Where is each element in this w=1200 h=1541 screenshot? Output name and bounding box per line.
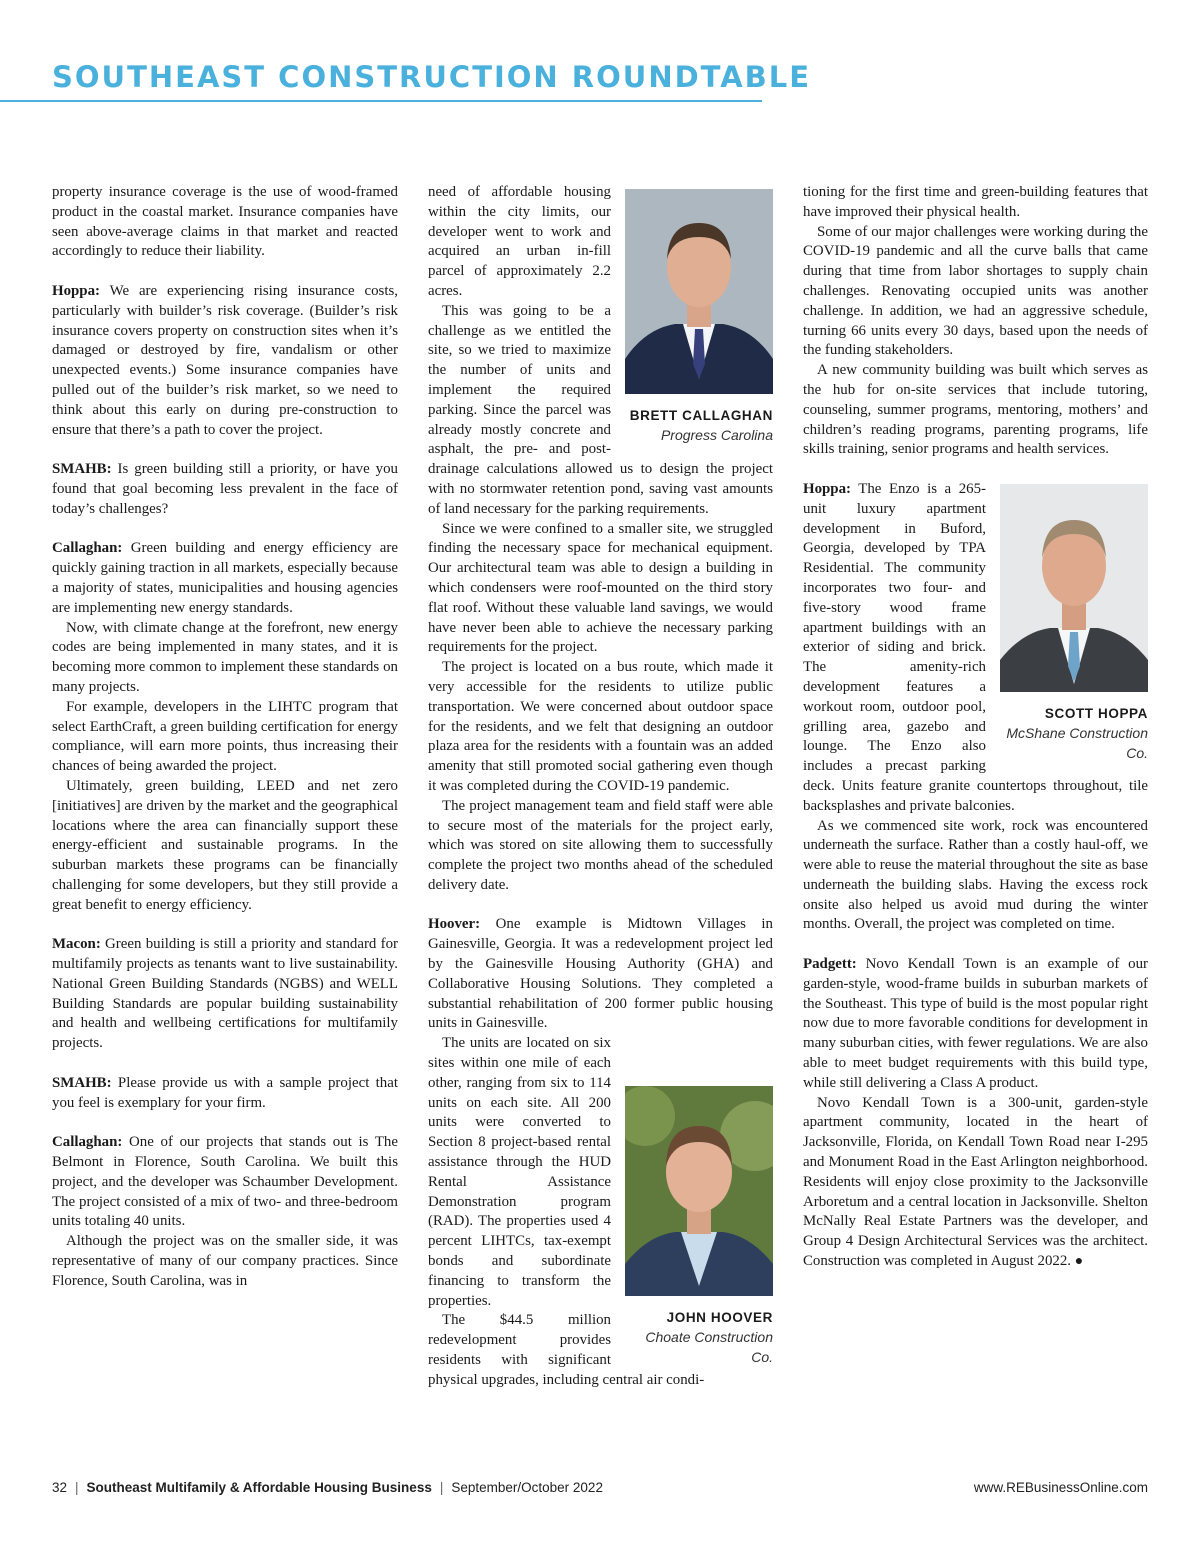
page-footer [52, 1480, 1148, 1502]
paragraph: property insurance coverage is the use of wood-framed product in the coastal market. Insurance companies have seen above-average claims in that market and reacted accordingly to reduce their liability. [52, 184, 398, 260]
paragraph-text: Please provide us with a sample project that you feel is exemplary for your firm. [52, 1074, 398, 1111]
footer-left [52, 1480, 603, 1495]
section-title: SOUTHEAST CONSTRUCTION ROUNDTABLE [52, 60, 812, 94]
speaker-label: Callaghan: [52, 1134, 123, 1151]
paragraph: The project is located on a bus route, which made it very accessible for the residents to utilize public transportation. We were concerned about outdoor space for the residents, and we felt that designing an outdoor plaza area for the residents with a fountain was an added amenity that still promoted social gathering even though it was completed during the COVID-19 pandemic. [428, 659, 773, 794]
speaker-label: Padgett: [803, 956, 857, 973]
paragraph: tioning for the first time and green-building features that have improved their physical health. [803, 184, 1148, 220]
paragraph [52, 1133, 398, 1232]
speaker-label: SMAHB: [52, 461, 112, 478]
paragraph: This was going to be a challenge as we entitled the site, so we tried to maximize the number of units and implement the required parking. Since the parcel was already mostly concrete and asphalt, the pre- and post-drainage calculations allowed us to design the project with no stormwater retention pond, saving vast amounts of land necessary for the parking requirements. [428, 302, 773, 517]
paragraph-text: Is green building still a priority, or have you found that goal becoming less prevalent in the face of today’s challenges? [52, 461, 398, 517]
headshot-hoppa [1000, 484, 1148, 763]
paragraph: As we commenced site work, rock was encountered underneath the surface. Rather than a costly haul-off, we were able to reuse the material throughout the site as base underneath the building slabs. Having the excess rock onsite also helped us avoid mud during the winter months. Overall, the project was completed on time. [803, 817, 1148, 933]
article-column-3 [803, 183, 1148, 1272]
paragraph-text: The Enzo is a 265-unit luxury apartment development in Buford, Georgia, developed by TPA Residential. The community incorporates two four- and five-story wood frame apartment buildings with an exterior of siding and brick. The amenity-rich development features a workout room, outdoor pool, grilling area, gazebo and lounge. The Enzo also includes a precast parking deck. Units feature granite countertops throughout, tile backsplashes and private balconies. [803, 480, 1148, 814]
photo-caption-name: JOHN HOOVER [666, 1310, 773, 1326]
paragraph: The $44.5 million redevelopment provides residents with significant physical upgrades, including central air condi- [428, 1312, 705, 1388]
paragraph: Some of our major challenges were working during the COVID-19 pandemic and all the curve balls that came during that time from labor shortages to supply chain challenges. Renovating occupied units was another challenge. In addition, we had an aggressive schedule, turning 66 units every 30 days, based upon the needs of the funding stakeholders. [803, 223, 1148, 359]
paragraph [52, 460, 398, 519]
photo-caption-company: McShane Construction Co. [1006, 724, 1148, 761]
paragraph: The units are located on six sites within one mile of each other, ranging from six to 114 units on each site. All 200 units were converted to Section 8 project-based rental assistance through the HUD Rental Assistance Demonstration program (RAD). The properties used 4 percent LIHTCs, tax-exempt bonds and subordinate financing to transform the properties. [428, 1035, 611, 1309]
headshot-callaghan [625, 189, 773, 445]
paragraph: need of affordable housing within the city limits, our developer went to work and acquired an urban in-fill parcel of approximately 2.2 acres. [428, 184, 611, 299]
photo-caption-company: Progress Carolina [660, 426, 773, 443]
footer-separator: | [75, 1480, 79, 1495]
photo-caption-name: BRETT CALLAGHAN [629, 407, 773, 423]
paragraph: Although the project was on the smaller side, it was representative of many of our company practices. Since Florence, South Carolina, was in [52, 1233, 398, 1289]
article-column-1 [52, 183, 398, 1292]
speaker-label: Callaghan: [52, 540, 123, 557]
paragraph: Ultimately, green building, LEED and net zero [initiatives] are driven by the market and the geographical locations where the area can financially support these energy-efficient and sustainable programs. In the suburban markets these programs can be financially challenging for some developers, but they still provide a great benefit to energy efficiency. [52, 777, 398, 913]
paragraph-text: One of our projects that stands out is The Belmont in Florence, South Carolina. We built this project, and the developer was Schaumber Development. The project consisted of a mix of two- and three-bedroom units totaling 40 units. [52, 1134, 398, 1230]
paragraph [52, 539, 398, 618]
paragraph-text: Green building is still a priority and standard for multifamily projects as tenants want to live sustainability. National Green Building Standards (NGBS) and WELL Building Standards are popular building sustainability and health and wellbeing certifications for multifamily projects. [52, 936, 398, 1052]
paragraph: Now, with climate change at the forefront, new energy codes are being implemented in many states, and it is becoming more common to implement these standards on many projects. [52, 619, 398, 695]
speaker-label: Macon: [52, 936, 101, 953]
paragraph: A new community building was built which serves as the hub for on-site services that include tutoring, counseling, summer programs, mentoring, mothers’ and children’s reading programs, parenting programs, life skills training, senior programs and health services. [803, 362, 1148, 458]
paragraph-text: Novo Kendall Town is a 300-unit, garden-style apartment community, located in the heart of Jacksonville, Florida, on Kendall Town Road near I-295 and Monument Road in the East Arlington neighborhood. Residents will enjoy close proximity to the Jacksonville Arboretum and a central location in Jacksonville. Shelton McNally Real Estate Partners was the developer, and Group 4 Design Architectural Services was the architect. Construction was completed in August 2022. [803, 1094, 1148, 1270]
paragraph [52, 1074, 398, 1114]
paragraph [803, 955, 1148, 1094]
paragraph-text: Novo Kendall Town is an example of our garden-style, wood-frame builds in suburban markets of the Southeast. This type of build is the most popular right now due to more favorable conditions for development in many suburban cities, with fewer regulations. We are also able to meet budget requirements with this build type, while still delivering a Class A product. [803, 956, 1148, 1091]
paragraph [52, 282, 398, 440]
issue-date: September/October 2022 [451, 1480, 603, 1495]
paragraph: Since we were confined to a smaller site, we struggled finding the necessary space for mechanical equipment. Our architectural team was able to design a building in which condensers were roof-mounted on the third story flat roof. Without these valuable land savings, we would have never been able to achieve the necessary parking requirements for the project. [428, 520, 773, 656]
speaker-label: Hoppa: [52, 282, 100, 299]
paragraph-text: Green building and energy efficiency are quickly gaining traction in all markets, especially because a majority of states, municipalities and housing agencies are implementing new energy standards. [52, 540, 398, 616]
headshot-photo [1000, 484, 1148, 692]
headshot-photo [625, 1086, 773, 1296]
photo-caption-name: SCOTT HOPPA [1044, 705, 1148, 721]
paragraph: For example, developers in the LIHTC program that select EarthCraft, a green building certification for energy compliance, will earn more points, thus increasing their chances of being awarded the project. [52, 698, 398, 775]
publication-name: Southeast Multifamily & Affordable Housing Business [86, 1480, 432, 1495]
paragraph-text: One example is Midtown Villages in Gainesville, Georgia. It was a redevelopment project led by the Gainesville Housing Authority (GHA) and Collaborative Housing Solutions. They completed a substantial rehabilitation of 200 former public housing units in Gainesville. [428, 916, 773, 1032]
footer-separator: | [439, 1480, 444, 1495]
section-header [0, 60, 812, 102]
paragraph [52, 935, 398, 1054]
speaker-label: Hoppa: [803, 480, 851, 497]
speaker-label: SMAHB: [52, 1074, 112, 1091]
end-mark: ● [1074, 1254, 1084, 1270]
website-link[interactable]: www.REBusinessOnline.com [973, 1480, 1148, 1495]
paragraph [428, 915, 773, 1034]
page-number: 32 [52, 1480, 68, 1495]
headshot-hoover [625, 1086, 773, 1367]
paragraph-text: We are experiencing rising insurance costs, particularly with builder’s risk coverage. (Builder’s risk insurance covers property on construction sites when it’s damaged or destroyed by fire, vandalism or other unexpected events.) Some insurance companies have pulled out of the builder’s risk market, so we need to think about this early on during pre-construction to ensure that there’s a path to cover the project. [52, 282, 398, 438]
speaker-label: Hoover: [428, 916, 481, 933]
photo-caption-company: Choate Construction Co. [645, 1329, 773, 1366]
paragraph: The project management team and field staff were able to secure most of the materials for the project early, which was stored on site allowing them to successfully complete the project two months ahead of the scheduled delivery date. [428, 797, 773, 893]
paragraph [803, 1094, 1148, 1272]
article-column-2 [428, 183, 773, 1391]
headshot-photo [625, 189, 773, 394]
